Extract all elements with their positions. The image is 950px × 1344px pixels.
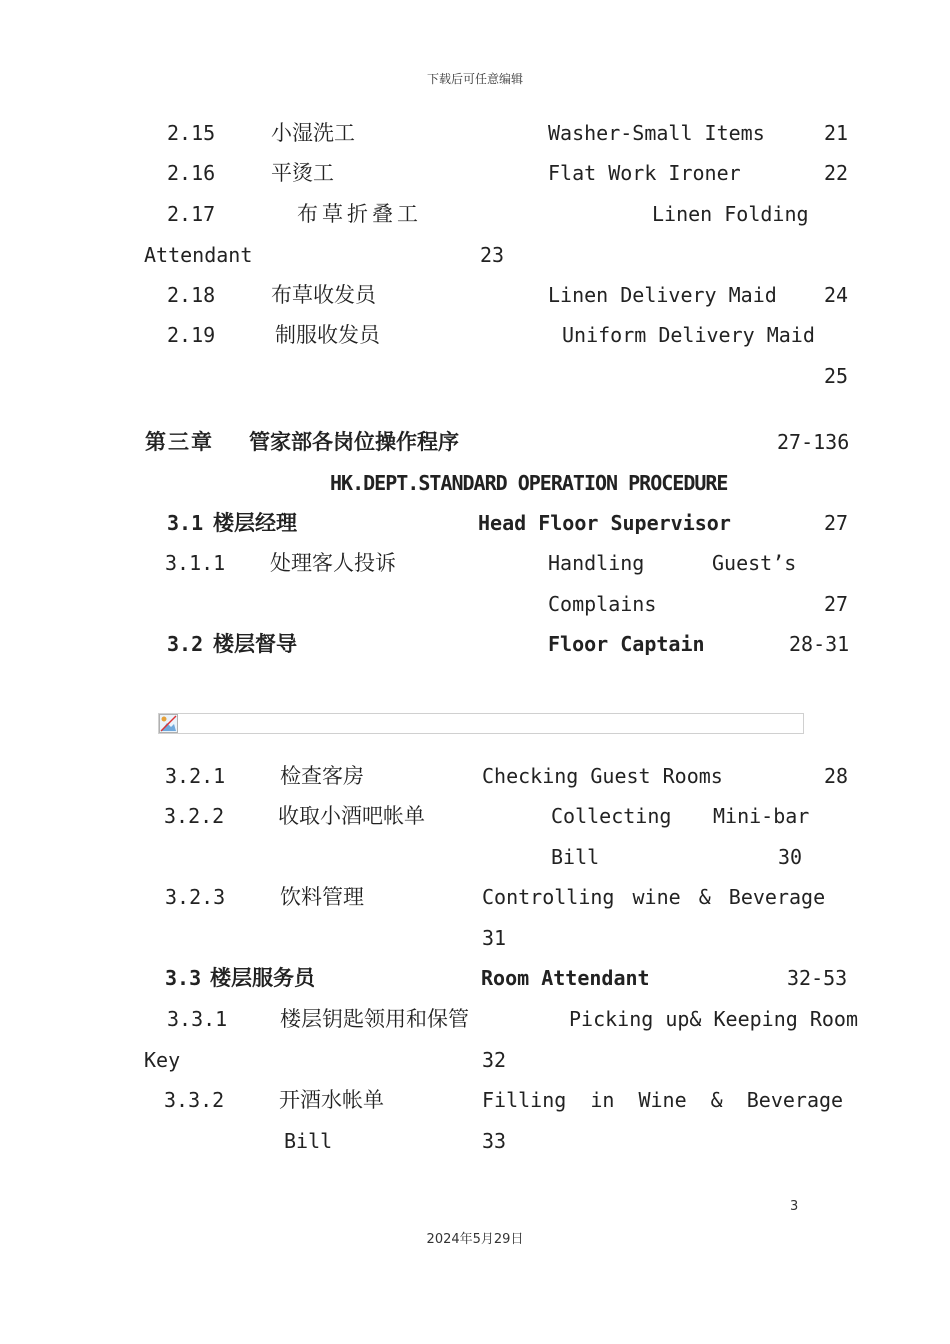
toc-title-en: Picking up& Keeping Room: [569, 1007, 858, 1031]
footer-date: 2024年5月29日: [426, 1232, 524, 1247]
toc-title-cn: 制服收发员: [275, 323, 380, 347]
toc-title-cn: 小湿洗工: [271, 121, 355, 145]
toc-title-cn: 布草折叠工: [297, 202, 422, 226]
toc-title-en: Checking Guest Rooms: [482, 764, 723, 788]
toc-title-en: Floor Captain: [548, 632, 705, 656]
toc-number: 2.19: [167, 323, 216, 347]
toc-number: 3.3.2: [164, 1088, 225, 1112]
toc-number: 3.2: [167, 632, 204, 656]
chapter-title-en: HK.DEPT.STANDARD OPERATION PROCEDURE: [330, 471, 728, 495]
toc-title-cn: 楼层服务员: [210, 966, 315, 990]
toc-number: 3.2.2: [164, 804, 225, 828]
toc-number: 3.2.1: [165, 764, 226, 788]
toc-title-en: Mini-bar: [713, 804, 810, 828]
toc-title-en-cont: Bill: [551, 845, 600, 869]
toc-title-en-cont: Attendant: [144, 243, 253, 267]
toc-title-en: Head Floor Supervisor: [478, 511, 731, 535]
toc-title-cn: 楼层钥匙领用和保管: [280, 1007, 469, 1031]
toc-title-en-cont: Complains: [548, 592, 657, 616]
broken-image-icon: [159, 714, 178, 733]
toc-page: 21: [824, 121, 849, 145]
toc-page: 24: [824, 283, 849, 307]
toc-page: 27: [824, 592, 849, 616]
toc-page: 27: [824, 511, 849, 535]
toc-title-en: Flat Work Ironer: [548, 161, 741, 185]
toc-title-cn: 处理客人投诉: [270, 551, 396, 575]
chapter-label: 第三章: [145, 430, 214, 454]
toc-title-en: Uniform Delivery Maid: [562, 323, 815, 347]
toc-page: 28-31: [789, 632, 850, 656]
toc-title-cn: 收取小酒吧帐单: [278, 804, 425, 828]
toc-title-en: Handling: [548, 551, 645, 575]
toc-title-cont: Bill: [284, 1129, 333, 1153]
toc-page: 23: [480, 243, 505, 267]
toc-page: 31: [482, 926, 507, 950]
toc-page: 33: [482, 1129, 507, 1153]
toc-title-en: Collecting: [551, 804, 672, 828]
toc-page: 30: [778, 845, 803, 869]
toc-number: 2.18: [167, 283, 216, 307]
toc-title-cn: 开酒水帐单: [279, 1088, 384, 1112]
toc-title-en: Controlling wine & Beverage: [482, 885, 826, 909]
toc-title-cn: 布草收发员: [271, 283, 376, 307]
toc-number: 2.17: [167, 202, 216, 226]
toc-page: 32: [482, 1048, 507, 1072]
toc-title-en: Room Attendant: [481, 966, 650, 990]
toc-number: 2.15: [167, 121, 216, 145]
toc-number: 3.2.3: [165, 885, 226, 909]
toc-title-cn: 检查客房: [280, 764, 364, 788]
toc-page: 22: [824, 161, 849, 185]
chapter-title-cn: 管家部各岗位操作程序: [249, 430, 459, 454]
toc-number: 3.3.1: [167, 1007, 228, 1031]
page-header: 下载后可任意编辑: [426, 72, 523, 86]
toc-page: 25: [824, 364, 849, 388]
chapter-page: 27-136: [777, 430, 850, 454]
toc-title-cn: 平烫工: [271, 161, 334, 185]
toc-title-en: Linen Delivery Maid: [548, 283, 777, 307]
toc-title-en: Washer-Small Items: [548, 121, 765, 145]
toc-title-cn: 楼层经理: [213, 511, 297, 535]
toc-title-en: Guest’s: [712, 551, 797, 575]
toc-title-en-cont: Key: [144, 1048, 181, 1072]
broken-image-placeholder: [158, 713, 804, 734]
toc-title-cn: 楼层督导: [213, 632, 297, 656]
toc-page: 28: [824, 764, 849, 788]
toc-title-en: Linen Folding: [652, 202, 809, 226]
toc-title-en: Filling in Wine & Beverage: [482, 1088, 844, 1112]
toc-page: 32-53: [787, 966, 848, 990]
toc-number: 3.1.1: [165, 551, 226, 575]
toc-number: 3.1: [167, 511, 204, 535]
page-number: 3: [790, 1199, 799, 1214]
toc-title-cn: 饮料管理: [280, 885, 364, 909]
toc-number: 2.16: [167, 161, 216, 185]
toc-number: 3.3: [165, 966, 202, 990]
